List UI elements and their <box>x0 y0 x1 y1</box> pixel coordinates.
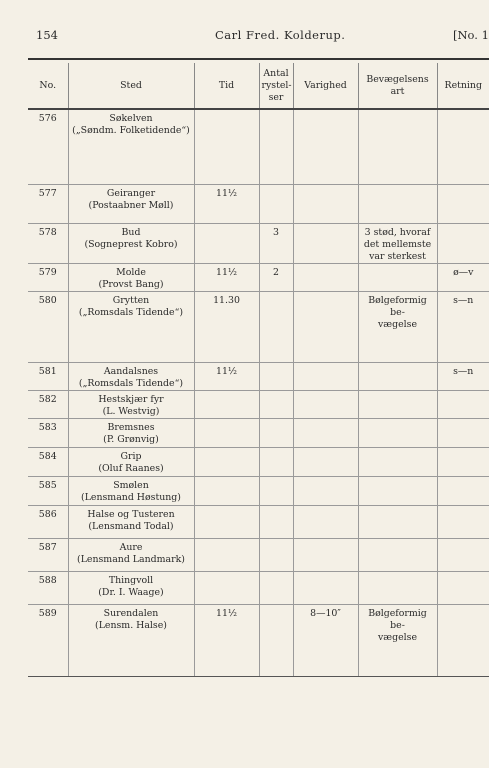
column-header-tid: Tid <box>194 63 259 109</box>
shock-count-cell <box>259 571 293 604</box>
motion-type-line: Bølgeformig be- <box>368 294 427 318</box>
place-name: Hestskjær fyr <box>98 393 164 405</box>
reporter-name: („Romsdals Tidende“) <box>78 306 184 318</box>
motion-type-cell <box>358 604 437 676</box>
reporter-name: (Dr. I. Waage) <box>98 586 164 598</box>
direction-cell <box>437 109 489 184</box>
time-cell <box>194 418 259 447</box>
direction-cell <box>437 184 489 223</box>
motion-type-line: vægelse <box>377 318 417 330</box>
direction-cell <box>437 538 489 571</box>
time-cell <box>194 505 259 538</box>
direction-cell: s—n <box>437 291 489 362</box>
table-header-row <box>28 63 489 109</box>
place-name: Bremsnes <box>107 421 155 433</box>
direction-cell <box>437 571 489 604</box>
reporter-name: (P. Grønvig) <box>103 433 159 445</box>
shock-count-cell <box>259 604 293 676</box>
place-cell <box>68 538 194 571</box>
row-number: 580 <box>28 291 68 362</box>
reporter-name: (Sogneprest Kobro) <box>84 238 178 250</box>
place-cell <box>68 571 194 604</box>
duration-cell <box>293 291 358 362</box>
shock-count-cell <box>259 418 293 447</box>
shock-count-cell <box>259 291 293 362</box>
duration-cell <box>293 109 358 184</box>
direction-cell <box>437 476 489 505</box>
duration-cell <box>293 571 358 604</box>
time-cell: 11½ <box>194 184 259 223</box>
motion-type-cell <box>358 390 437 418</box>
running-header <box>0 26 489 46</box>
shock-count-cell: 3 <box>259 223 293 263</box>
reporter-name: (Lensmand Landmark) <box>77 553 185 565</box>
motion-type-cell <box>358 362 437 390</box>
running-title: Carl Fred. Kolderup. <box>215 28 346 42</box>
motion-type-cell <box>358 538 437 571</box>
time-cell <box>194 538 259 571</box>
reporter-name: (Lensmand Høstung) <box>81 491 181 503</box>
column-header-no: No. <box>28 63 68 109</box>
duration-cell: 8—10″ <box>293 604 358 676</box>
place-cell <box>68 604 194 676</box>
table-row <box>28 223 489 263</box>
section-mark: [No. 1 <box>453 28 489 42</box>
motion-type-cell <box>358 263 437 291</box>
direction-cell <box>437 447 489 476</box>
reporter-name: (Lensm. Halse) <box>95 619 167 631</box>
place-name: Molde <box>116 266 146 278</box>
direction-cell: ø—v <box>437 263 489 291</box>
table-row <box>28 362 489 390</box>
table-row <box>28 418 489 447</box>
time-cell: 11½ <box>194 263 259 291</box>
place-cell <box>68 109 194 184</box>
direction-cell: s—n <box>437 362 489 390</box>
place-cell <box>68 390 194 418</box>
motion-type-line: vægelse <box>377 631 417 643</box>
direction-cell <box>437 505 489 538</box>
reporter-name: (L. Westvig) <box>102 405 160 417</box>
row-number: 579 <box>28 263 68 291</box>
table-row <box>28 390 489 418</box>
motion-type-cell <box>358 505 437 538</box>
motion-type-cell <box>358 571 437 604</box>
place-name: Aandalsnes <box>103 365 159 377</box>
place-cell <box>68 505 194 538</box>
place-cell <box>68 263 194 291</box>
reporter-name: (Provst Bang) <box>98 278 164 290</box>
table-row <box>28 109 489 184</box>
place-name: Bud <box>121 226 141 238</box>
motion-type-cell <box>358 447 437 476</box>
page-number: 154 <box>36 28 58 42</box>
row-number: 589 <box>28 604 68 676</box>
motion-type-cell <box>358 184 437 223</box>
place-name: Geiranger <box>106 187 156 199</box>
direction-cell <box>437 223 489 263</box>
place-name: Smølen <box>113 479 149 491</box>
direction-cell <box>437 418 489 447</box>
duration-cell <box>293 447 358 476</box>
row-number: 587 <box>28 538 68 571</box>
shock-count-cell <box>259 390 293 418</box>
shock-count-cell <box>259 476 293 505</box>
motion-type-cell <box>358 291 437 362</box>
row-number: 583 <box>28 418 68 447</box>
direction-cell <box>437 604 489 676</box>
row-number: 585 <box>28 476 68 505</box>
place-cell <box>68 447 194 476</box>
place-cell <box>68 223 194 263</box>
table-row <box>28 538 489 571</box>
time-cell: 11½ <box>194 604 259 676</box>
place-cell <box>68 362 194 390</box>
table-row <box>28 604 489 676</box>
place-name: Grip <box>120 450 142 462</box>
duration-cell <box>293 505 358 538</box>
time-cell <box>194 109 259 184</box>
reporter-name: (Lensmand Todal) <box>88 520 174 532</box>
shock-count-cell <box>259 538 293 571</box>
reporter-name: (Postaabner Møll) <box>88 199 174 211</box>
row-number: 588 <box>28 571 68 604</box>
place-cell <box>68 418 194 447</box>
time-cell <box>194 571 259 604</box>
duration-cell <box>293 538 358 571</box>
place-cell <box>68 184 194 223</box>
reporter-name: („Romsdals Tidende“) <box>78 377 184 389</box>
duration-cell <box>293 263 358 291</box>
column-header-antal: Antal rystel- ser <box>259 63 293 109</box>
shock-count-cell <box>259 362 293 390</box>
place-name: Halse og Tusteren <box>87 508 175 520</box>
column-header-art: Bevægelsens art <box>358 63 437 109</box>
motion-type-line: det mellemste <box>363 238 432 250</box>
duration-cell <box>293 476 358 505</box>
table-row <box>28 447 489 476</box>
duration-cell <box>293 184 358 223</box>
row-number: 576 <box>28 109 68 184</box>
motion-type-line: Bølgeformig be- <box>368 607 427 631</box>
row-number: 584 <box>28 447 68 476</box>
row-number: 582 <box>28 390 68 418</box>
column-header-sted: Sted <box>68 63 194 109</box>
time-cell <box>194 390 259 418</box>
table-row <box>28 571 489 604</box>
shock-count-cell <box>259 109 293 184</box>
place-cell <box>68 291 194 362</box>
time-cell: 11½ <box>194 362 259 390</box>
table-row <box>28 184 489 223</box>
motion-type-cell <box>358 476 437 505</box>
table-row <box>28 505 489 538</box>
place-name: Thingvoll <box>108 574 154 586</box>
duration-cell <box>293 390 358 418</box>
row-number: 578 <box>28 223 68 263</box>
column-header-retning: Retning <box>437 63 489 109</box>
shock-count-cell <box>259 505 293 538</box>
shock-count-cell <box>259 447 293 476</box>
motion-type-cell <box>358 223 437 263</box>
column-header-varighed: Varighed <box>293 63 358 109</box>
duration-cell <box>293 223 358 263</box>
motion-type-cell <box>358 109 437 184</box>
duration-cell <box>293 362 358 390</box>
header-rule <box>28 58 489 60</box>
row-number: 577 <box>28 184 68 223</box>
shock-count-cell <box>259 184 293 223</box>
time-cell <box>194 223 259 263</box>
time-cell <box>194 476 259 505</box>
row-number: 581 <box>28 362 68 390</box>
place-cell <box>68 476 194 505</box>
motion-type-cell <box>358 418 437 447</box>
reporter-name: (Oluf Raanes) <box>98 462 164 474</box>
motion-type-line: 3 stød, hvoraf <box>364 226 431 238</box>
earthquake-report-table <box>28 63 489 677</box>
table-row <box>28 291 489 362</box>
duration-cell <box>293 418 358 447</box>
table-row <box>28 476 489 505</box>
table-row <box>28 263 489 291</box>
direction-cell <box>437 390 489 418</box>
time-cell: 11.30 <box>194 291 259 362</box>
reporter-name: („Søndm. Folketidende“) <box>72 125 190 136</box>
place-name: Aure <box>119 541 143 553</box>
shock-count-cell: 2 <box>259 263 293 291</box>
place-name: Søkelven <box>109 113 153 124</box>
row-number: 586 <box>28 505 68 538</box>
place-name: Surendalen <box>103 607 159 619</box>
time-cell <box>194 447 259 476</box>
motion-type-line: var sterkest <box>369 250 426 262</box>
place-name: Grytten <box>112 294 150 306</box>
